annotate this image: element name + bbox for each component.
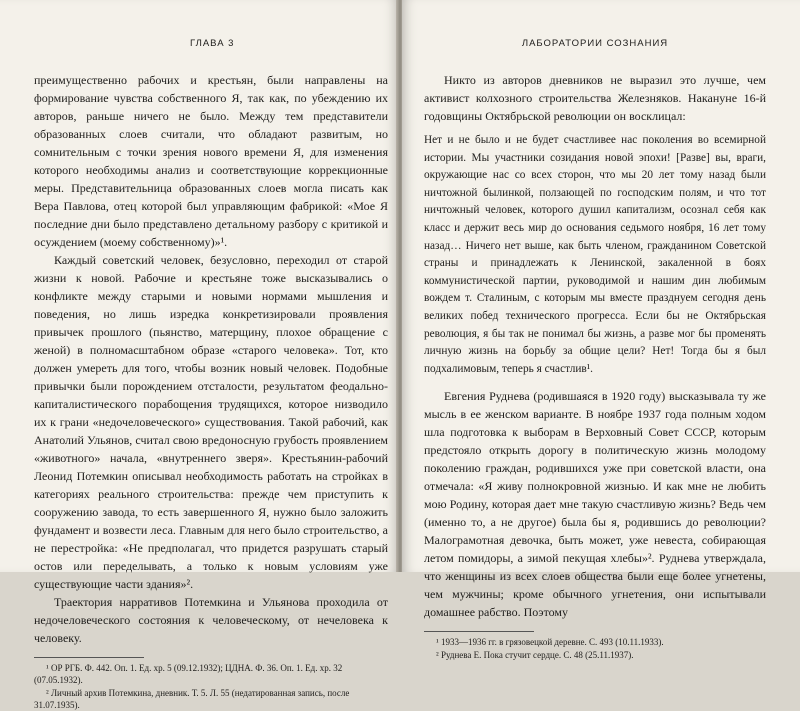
- left-footnote-1: ¹ ОР РГБ. Ф. 442. Оп. 1. Ед. хр. 5 (09.12.1932); ЦДНА. Ф. 36. Оп. 1. Ед. хр. 32 (07.05.1932).: [34, 663, 343, 685]
- block-quote: [424, 132, 766, 378]
- left-paragraph-2: Каждый советский человек, безусловно, переходил от старой жизни к новой. Рабочие и крестьяне тоже высказывались о конфликте между старыми и новыми нормами мышления и поведения, но лишь изредка конкретизировали проявления привычек прошлого (пьянство, матерщину, плохое обращение с женой) в полномасштабном образе «старого человека». Тот, кто должен умереть для того, чтобы возник новый человек. Подобные привычки были порождением отсталости, результатом феодально-капиталистического порабощения трудящихся, которое низводило их к грани «недочеловеческого» существования. Такой рабочий, как Анатолий Ульянов, считал свою вредоносную грубость проявлением «животного» начала, «внутреннего зверя». Крестьянин-рабочий Леонид Потемкин описывал необходимость работать на стройках в категориях реального строительства: прежде чем приступить к сооружению завода, то есть завершенного Я, нужно было заложить фундамент и возвести леса. Главным для него было строительство, а не перестройка: «Не предполагал, что придется разрушать старый остов или переделывать, а только к новым условиям уже существующие части здания»².: [34, 253, 388, 591]
- left-page: [0, 0, 398, 710]
- right-footnotes: [424, 631, 766, 661]
- right-running-head: ЛАБОРАТОРИИ СОЗНАНИЯ: [521, 38, 669, 49]
- left-page-body: [34, 71, 388, 647]
- right-page: [402, 0, 800, 661]
- footnote-rule: [424, 631, 534, 632]
- left-paragraph-3: Траектория нарративов Потемкина и Ульянова проходила от недочеловеческого состояния к человеческому, от нечеловека к человеку.: [34, 595, 388, 645]
- left-paragraph-1: преимущественно рабочих и крестьян, были направлены на формирование чувства собственного Я, так как, по убеждению их авторов, раньше ничего не было. Между тем представители образованных слоев считали, что обладают развитым, но сомнительным с точки зрения нового времени Я, для изменения которого необходимы анализ и соответствующие коррекционные меры. Представительница образованных слоев могла писать как Вера Павлова, отец которой был управляющим фабрикой: «Мое Я последние дни было представлено детальному разбору с критикой и осуждением (моему собственному)»¹.: [34, 73, 388, 249]
- right-paragraph: Евгения Руднева (родившаяся в 1920 году) высказывала ту же мысль в ее женском варианте. В ноябре 1937 года полным ходом шла подготовка к выборам в Верховный Совет СССР, которым предстояло открыть дорогу в политическую жизнь молодому поколению граждан, родившихся уже при советской власти, она отмечала: «Я живу полнокровной жизнью. И как мне не любить мою Родину, которая дает мне такую счастливую жизнь? Ведь чем (именно то, а не другое) была бы я, родившись до революции? Малограмотная девочка, быть может, уже невеста, собирающая летом помидоры, а зимой пекущая хлебы»². Руднева утверждала, что женщины из всех слоев общества были еще более угнетены, чем мужчины; кроме обычного угнетения, они испытывали домашнее рабство. Поэтому: [424, 389, 766, 620]
- right-page-body: [424, 71, 766, 621]
- left-footnote-2: ² Личный архив Потемкина, дневник. Т. 5. Л. 55 (недатированная запись, после 31.07.1935).: [34, 688, 350, 710]
- right-footnote-2: ² Руднева Е. Пока стучит сердце. С. 48 (25.11.1937).: [436, 650, 634, 661]
- right-intro-paragraph: Никто из авторов дневников не выразил это лучше, чем активист колхозного строительства Железняков. Накануне 16-й годовщины Октябрьской революции он восклицал:: [424, 73, 766, 123]
- left-footnotes: [34, 657, 388, 711]
- footnote-rule: [34, 657, 144, 658]
- right-footnote-1: ¹ 1933—1936 гг. в грязовецкой деревне. С. 493 (10.11.1933).: [436, 637, 664, 648]
- block-quote-text: Нет и не было и не будет счастливее нас поколения во всемирной истории. Мы участники созидания новой эпохи! [Разве] вы, враги, окружающие нас со всех сторон, что мы 20 лет тому назад были ничтожной былинкой, ползающей по господским полям, и что тот ничтожный человек, которого душил капитализм, осознал себя как класс и держит весь мир до основания седьмого ноября, 16 лет тому назад… Ничего нет выше, как быть членом, гражданином Советской страны и принадлежать к Ленинской, закаленной в боях коммунистической партии, руководимой и нашим дин любимым вождем т. Сталиным, с которым мы вместе празднуем сегодня день великих побед технического прогресса. Если бы не Октябрьская революция, я бы так не понимал бы жизнь, а разве мог бы променять личную жизнь на борьбу за общие цели? Нет! Тогда бы я был подхалимовым, теперь я счастлив¹.: [424, 134, 766, 375]
- left-running-head: ГЛАВА 3: [190, 38, 235, 49]
